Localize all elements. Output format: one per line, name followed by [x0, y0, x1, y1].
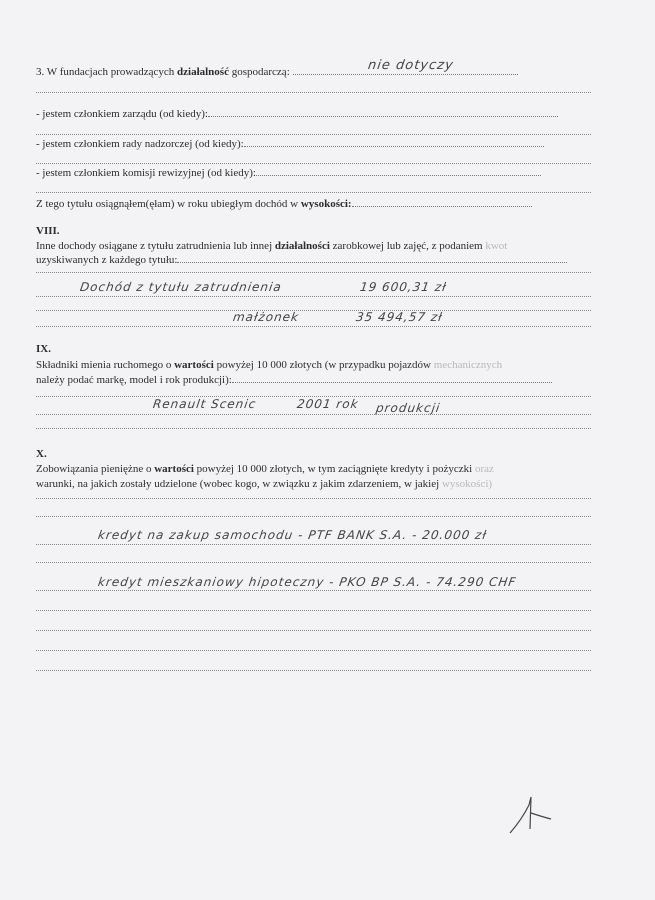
ix-text2-fill	[232, 382, 552, 383]
item3-bold: działalność	[177, 66, 229, 78]
entry-line	[36, 296, 591, 297]
ix-text1-faded: mechanicznych	[433, 359, 503, 371]
x-text1-faded: oraz	[474, 463, 494, 475]
entry-line	[36, 590, 591, 591]
signature-mark	[505, 795, 555, 840]
blank-line	[36, 92, 591, 93]
section-ix-heading: IX.	[36, 343, 51, 355]
komisja-line	[36, 167, 591, 180]
blank-line	[36, 562, 591, 563]
x-text2: warunki, na jakich zostały udzielone (wobec kogo, w związku z jakim zdarzeniem, w jakiej	[36, 478, 440, 490]
ix-text1-bold: wartości	[174, 359, 214, 371]
blank-line	[36, 650, 591, 651]
blank-line	[36, 670, 591, 671]
zarzad-fill	[208, 116, 558, 117]
item3-line	[36, 66, 591, 79]
viii-text1-faded: kwot	[485, 240, 508, 252]
ix-text1-rest: powyżej 10 000 złotych (w przypadku pojazdów	[216, 359, 432, 371]
ix-text2: należy podać markę, model i rok produkcji):	[36, 374, 232, 386]
viii-entry2-value: 35 494,57 zł	[355, 310, 444, 324]
dochod-fill	[352, 206, 532, 207]
viii-text2: uzyskiwanych z każdego tytułu:	[36, 254, 178, 266]
zarzad-label: - jestem członkiem zarządu (od kiedy):	[36, 108, 208, 120]
section-x-text1	[36, 463, 591, 476]
blank-line	[36, 163, 591, 164]
item3-rest: gospodarczą:	[231, 66, 290, 78]
x-entry2: kredyt mieszkaniowy hipoteczny - PKO BP S.A. - 74.290 CHF	[97, 575, 518, 589]
komisja-label: - jestem członkiem komisji rewizyjnej (od kiedy):	[36, 167, 256, 179]
section-ix-text1	[36, 359, 591, 372]
blank-line	[36, 516, 591, 517]
ix-entry-year: 2001 rok	[296, 397, 360, 411]
section-viii-heading: VIII.	[36, 225, 60, 237]
x-text1: Zobowiązania pieniężne o	[36, 463, 152, 475]
blank-line	[36, 192, 591, 193]
viii-entry2-name: małżonek	[232, 310, 301, 324]
section-ix-text2	[36, 374, 591, 387]
x-text1-rest: powyżej 10 000 złotych, w tym zaciągnięte kredyty i pożyczki	[196, 463, 473, 475]
zarzad-line	[36, 108, 591, 121]
komisja-fill	[256, 175, 541, 176]
dochod-label: Z tego tytułu osiągnąłem(ęłam) w roku ubiegłym dochód w	[36, 198, 299, 210]
entry-line	[36, 414, 591, 415]
ix-entry: Renault Scenic	[152, 397, 258, 411]
entry-line	[36, 544, 591, 545]
section-x-heading: X.	[36, 448, 47, 460]
item3-fill	[293, 74, 518, 75]
x-text2-faded: wysokości)	[441, 478, 493, 490]
rada-fill	[244, 146, 544, 147]
blank-line	[36, 610, 591, 611]
viii-text2-fill	[177, 262, 567, 263]
viii-text1-bold: działalności	[274, 240, 330, 252]
x-entry1: kredyt na zakup samochodu - PTF BANK S.A. - 20.000 zł	[97, 528, 488, 542]
section-viii-text2	[36, 254, 591, 267]
ix-text1: Składniki mienia ruchomego o	[36, 359, 172, 371]
viii-entry1-name: Dochód z tytułu zatrudnienia	[79, 280, 283, 294]
blank-line	[36, 272, 591, 273]
entry-line	[36, 326, 591, 327]
blank-line	[36, 310, 591, 311]
rada-line	[36, 138, 591, 151]
blank-line	[36, 428, 591, 429]
section-viii-text1	[36, 240, 591, 253]
viii-text1: Inne dochody osiągane z tytułu zatrudnienia lub innej	[36, 240, 273, 252]
item3-label: 3. W fundacjach prowadzących	[36, 66, 175, 78]
viii-entry1-value: 19 600,31 zł	[359, 280, 448, 294]
section-x-text2	[36, 478, 591, 491]
blank-line	[36, 134, 591, 135]
viii-text1-rest: zarobkowej lub zajęć, z podaniem	[332, 240, 483, 252]
x-text1-bold: wartości	[154, 463, 194, 475]
dochod-bold: wysokości:	[300, 198, 352, 210]
rada-label: - jestem członkiem rady nadzorczej (od kiedy):	[36, 138, 244, 150]
blank-line	[36, 498, 591, 499]
blank-line	[36, 630, 591, 631]
ix-entry-suffix: produkcji	[375, 401, 442, 415]
item3-handwritten-value: nie dotyczy	[366, 58, 455, 73]
dochod-line	[36, 198, 591, 211]
